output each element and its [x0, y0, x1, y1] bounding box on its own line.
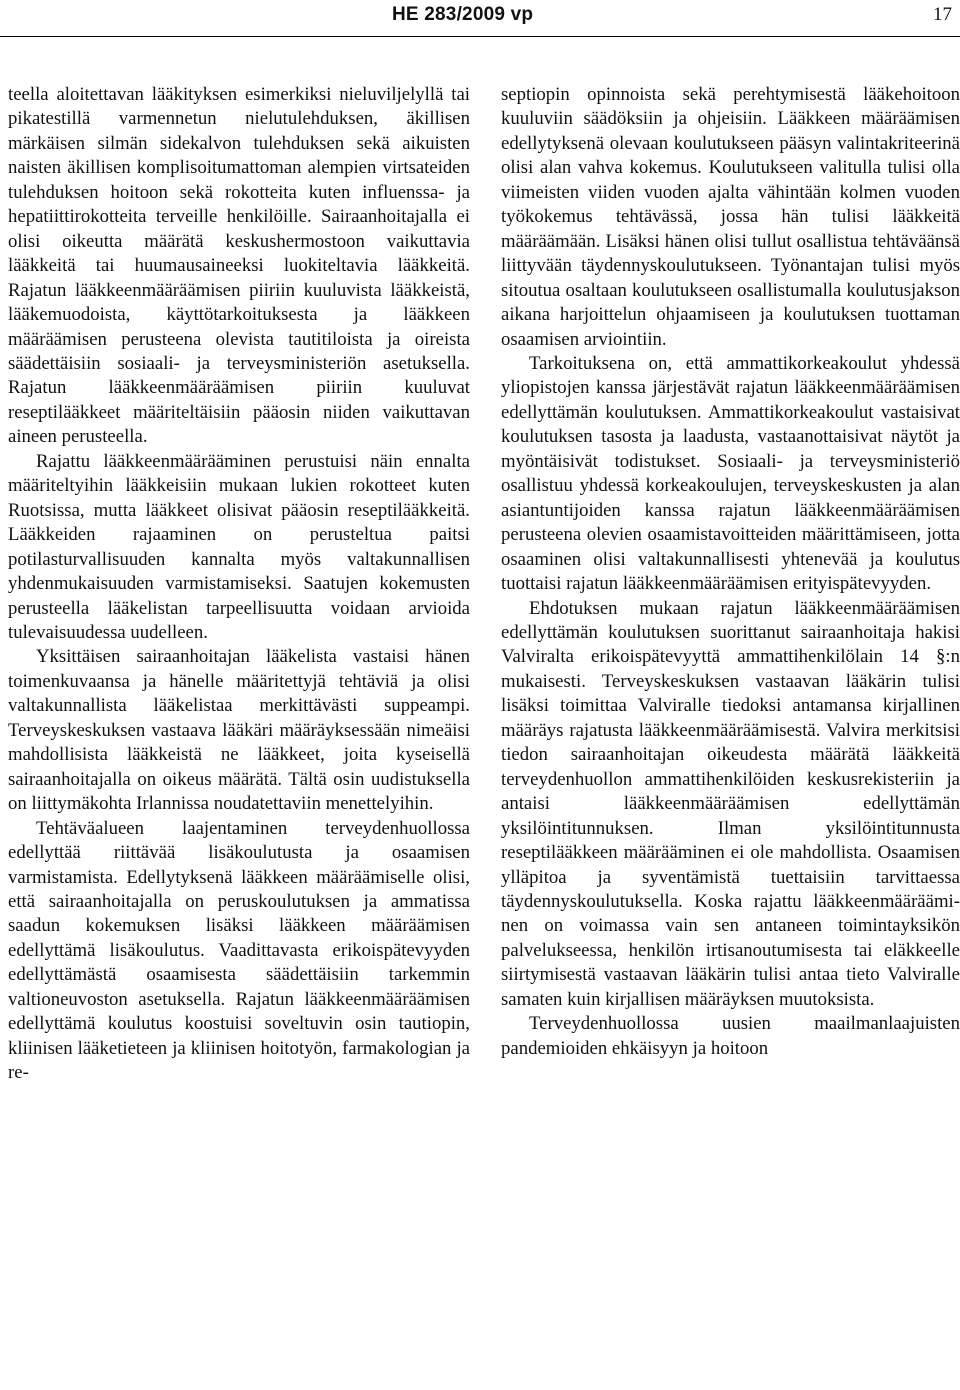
- left-column: [8, 83, 470, 1086]
- paragraph: teella aloitettavan lääkityksen esimerkiksi nieluviljelyllä tai pikatestillä varmennetun nielutulehduksen, äkillisen märkäisen silmän sidekalvon tulehduksen sekä aikuisten naisten äkillisen komplisoitumattoman alempien virtsateiden tulehduksen hoitoon sekä rokotteita kuten influenssa- ja hepatiittirokotteita terveille henkilöille. Sairaanhoitajalla ei olisi oikeutta määrätä keskushermostoon vaikuttavia lääkkeitä tai huumausaineeksi luokiteltavia lääkkeitä. Rajatun lääkkeenmääräämisen piiriin kuuluvista lääkkeistä, lääkemuodoista, käyttötarkoituksesta ja lääkkeen määräämisen perusteena olevista tautitiloista ja oireista säädettäisiin sosiaali- ja terveysministeriön asetuksella. Rajatun lääkkeenmääräämisen piiriin kuuluvat reseptilääkkeet määriteltäisiin pääosin niiden vaikuttavan aineen perusteella.: [8, 84, 470, 448]
- page-number: 17: [933, 4, 952, 25]
- paragraph: Rajattu lääkkeenmäärääminen perustuisi näin ennalta määriteltyihin lääkkeisiin mukaan lukien rokotteet kuten Ruotsissa, mutta lääkkeet olisivat pääosin reseptilääkkeitä. Lääkkeiden rajaaminen on perusteltua paitsi potilasturvallisuuden kannalta myös valtakunnallisen yhdenmukaisuuden varmistamiseksi. Saatujen kokemusten perusteella lääkelistan tarpeellisuutta voidaan arvioida tulevaisuudessa uudelleen.: [8, 450, 470, 643]
- header-rule: [0, 36, 960, 37]
- document-id: HE 283/2009 vp: [392, 4, 534, 25]
- paragraph: Terveydenhuollossa uusien maailmanlaajuisten pandemioiden ehkäisyyn ja hoitoon: [501, 1013, 960, 1059]
- right-column: [501, 83, 960, 1061]
- paragraph: Yksittäisen sairaanhoitajan lääkelista vastaisi hänen toimenkuvaansa ja hänelle määritettyjä tehtäviä ja olisi valtakunnallista lääkelistaa merkittävästi suppeampi. Terveyskeskuksen vastaava lääkäri määräyksessään nimeäisi mahdollisista lääkkeistä ne lääkkeet, joita kyseisellä sairaanhoitajalla on oikeus määrätä. Tältä osin uudistuksella on liittymäkohta Irlannissa noudatettaviin menettelyihin.: [8, 646, 470, 815]
- paragraph: Tarkoituksena on, että ammattikorkeakoulut yhdessä yliopistojen kanssa järjestävät rajatun lääkkeenmääräämisen edellyttämän koulutuksen. Ammattikorkeakoulut vastaisivat koulutuksen tasosta ja laadusta, vastaanottaisivat näytöt ja myöntäisivät todistukset. Sosiaali- ja terveysministeriö osallistuu yhdessä korkeakoulujen, terveyskeskusten ja alan asiantuntijoiden kanssa rajatun lääkkeenmääräämisen perusteena olevien osaamistavoitteiden määrittämiseen, jotta osaaminen olisi valtakunnallisesti yhtenevää ja koulutus tuottaisi rajatun lääkkeenmääräämisen erityispätevyyden.: [501, 352, 960, 595]
- paragraph: Tehtäväalueen laajentaminen terveydenhuollossa edellyttää riittävää lisäkoulutusta ja osaamisen varmistamista. Edellytyksenä lääkkeen määräämiselle olisi, että sairaanhoitajalla on peruskoulutuksen ja ammatissa saadun kokemuksen lisäksi lääkkeen määräämisen edellyttämä lisäkoulutus. Vaadittavasta erikoispätevyyden edellyttämästä osaamisesta säädettäisiin tarkemmin valtioneuvoston asetuksella. Rajatun lääkkeenmääräämisen edellyttämä koulutus koostuisi soveltuvin osin tautiopin, kliinisen lääketieteen ja kliinisen hoitotyön, farmakologian ja re-: [8, 817, 470, 1084]
- paragraph: septiopin opinnoista sekä perehtymisestä lääkehoitoon kuuluviin säädöksiin ja ohjeisiin. Lääkkeen määräämisen edellytyksenä olevaan koulutukseen pääsyn valintakriteerinä olisi alan vahva kokemus. Koulutukseen valitulla tulisi olla viimeisten viiden vuoden ajalta vähintään kolmen vuoden työkokemus tehtävässä, jossa hän tulisi lääkkeitä määräämään. Lisäksi hänen olisi tullut osallistua tehtäväänsä liittyvään täydennyskoulutukseen. Työnantajan tulisi myös sitoutua osaltaan koulutukseen osallistumalla koulutusjakson aikana harjoittelun ohjaamiseen ja koulutuksen tuottaman osaamisen arviointiin.: [501, 84, 960, 350]
- paragraph: Ehdotuksen mukaan rajatun lääkkeenmääräämisen edellyttämän koulutuksen suorittanut sairaanhoitaja hakisi Valviralta erikoispätevyyttä ammattihenkilölain 14 §:n mukaisesti. Terveyskeskuksen vastaavan lääkärin tulisi lisäksi toimittaa Valviralle tiedoksi antamansa kirjallinen määräys rajatusta lääkkeenmääräämisestä. Valvira merkitsisi tiedon sairaanhoitajan oikeudesta määrätä lääkkeitä terveydenhuollon ammattihenkilöiden keskusrekisteriin ja antaisi lääkkeenmääräämisen edellyttämän yksilöintitunnuksen. Ilman yksilöintitunnusta reseptilääkkeen määrääminen ei ole mahdollista. Osaamisen ylläpitoa ja syventämistä tuettaisiin tarvittaessa täydennyskoulutuksella. Koska rajattu lääkkeenmäärääminen on voimassa vain sen antaneen toimintayksikön palvelukseessa, henkilön irtisanoutumisesta tai eläkkeelle siirtymisestä vastaavan lääkärin tulisi antaa tieto Valviralle samaten kuin kirjallisen määräyksen muutoksista.: [501, 597, 960, 1010]
- page-header: [0, 0, 960, 40]
